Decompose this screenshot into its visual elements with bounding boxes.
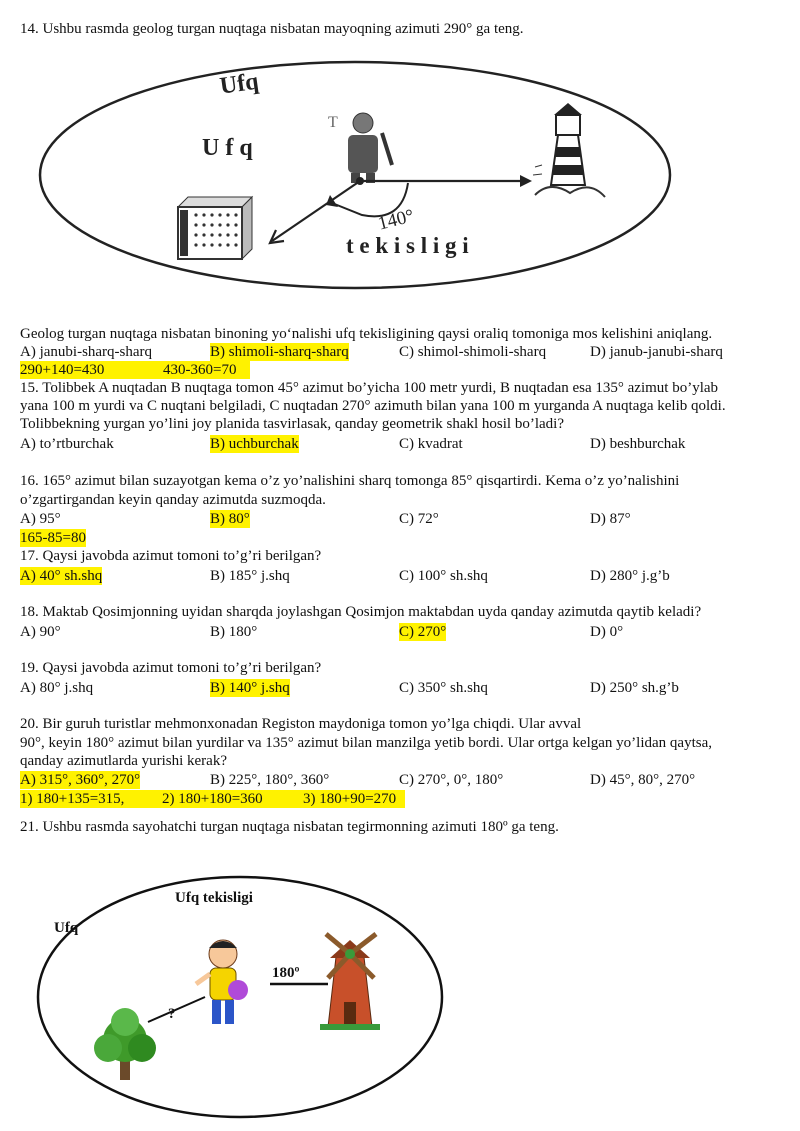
q17-text: 17. Qaysi javobda azimut tomoni to’g’ri berilgan? <box>20 548 322 564</box>
q20-work-1: 1) 180+135=315, <box>20 791 125 807</box>
q16-option-a[interactable]: A) 95° <box>20 511 61 527</box>
tekisligi-label: t e k i s l i g i <box>346 233 469 258</box>
q20-work-3: 3) 180+90=270 <box>303 791 397 807</box>
q16-line-2: o’zgartirgandan keyin qanday azimutda suzmoqda. <box>20 492 326 508</box>
q20-option-a[interactable]: A) 315°, 360°, 270° <box>20 772 141 788</box>
q19-text: 19. Qaysi javobda azimut tomoni to’g’ri berilgan? <box>20 660 322 676</box>
ufq-label-2: Ufq <box>54 920 79 936</box>
q17-option-b[interactable]: B) 185° j.shq <box>210 568 290 584</box>
q17-option-d[interactable]: D) 280° j.g’b <box>590 568 670 584</box>
tree-icon <box>94 1008 156 1080</box>
q20-option-b[interactable]: B) 225°, 180°, 360° <box>210 772 330 788</box>
q17-option-c[interactable]: C) 100° sh.shq <box>399 568 488 584</box>
q14-work-1: 290+140=430 <box>20 361 250 379</box>
q15-option-c[interactable]: C) kvadrat <box>399 436 463 452</box>
q16-option-c[interactable]: C) 72° <box>399 511 439 527</box>
traveler-icon <box>196 940 248 1024</box>
q18-option-b[interactable]: B) 180° <box>210 624 258 640</box>
ufq-top-label: Ufq <box>218 68 261 100</box>
q20-work <box>20 790 405 808</box>
q14-question: Geolog turgan nuqtaga nisbatan binoning yo‘nalishi ufq tekisligining qaysi oraliq tomoniga mos kelishini aniqlang. <box>20 326 713 342</box>
q20-line-1: 20. Bir guruh turistlar mehmonxonadan Registon maydoniga tomon yo’lga chiqdi. Ular avval <box>20 716 582 732</box>
q19-option-d[interactable]: D) 250° sh.g’b <box>590 680 679 696</box>
q21-text: 21. Ushbu rasmda sayohatchi turgan nuqtaga nisbatan tegirmonning azimuti 180º ga teng. <box>20 819 559 835</box>
q21-figure <box>30 862 450 1122</box>
q20-line-3: qanday azimutlarda yurishi kerak? <box>20 753 227 769</box>
q20-option-d[interactable]: D) 45°, 80°, 270° <box>590 772 696 788</box>
q15-option-d[interactable]: D) beshburchak <box>590 436 686 452</box>
ufq-label: U f q <box>202 135 253 161</box>
q14-work-2: 430-360=70 <box>163 362 237 378</box>
angle-label: 140° <box>375 205 417 235</box>
arrow-to-building <box>272 181 360 241</box>
angle-180-label: 180º <box>272 965 300 981</box>
q14-option-d[interactable]: D) janub-janubi-sharq <box>590 344 723 360</box>
q16-work: 165-85=80 <box>20 530 86 546</box>
q14-option-a[interactable]: A) janubi-sharq-sharq <box>20 344 153 360</box>
q19-option-c[interactable]: C) 350° sh.shq <box>399 680 488 696</box>
q16-option-d[interactable]: D) 87° <box>590 511 631 527</box>
q16-line-1: 16. 165° azimut bilan suzayotgan kema o’z yo’nalishini sharq tomonga 85° qisqartirdi. Kema o’z yo’nalishini <box>20 473 680 489</box>
q20-work-2: 2) 180+180=360 <box>162 791 263 807</box>
q18-option-d[interactable]: D) 0° <box>590 624 624 640</box>
lighthouse-icon <box>533 103 605 197</box>
q20-line-2: 90°, keyin 180° azimut bilan yurdilar va 135° azimut bilan manzilga yetib bordi. Ular ortga kelgan yo’lidan qaytsa, <box>20 735 712 751</box>
q14-figure <box>30 55 680 305</box>
q14-text: 14. Ushbu rasmda geolog turgan nuqtaga nisbatan mayoqning azimuti 290° ga teng. <box>20 21 524 37</box>
q18-option-c[interactable]: C) 270° <box>399 624 447 640</box>
q20-option-c[interactable]: C) 270°, 0°, 180° <box>399 772 504 788</box>
question-mark: ? <box>168 1006 176 1022</box>
q18-text: 18. Maktab Qosimjonning uyidan sharqda joylashgan Qosimjon maktabdan uyda qanday azimutda qaytib keladi? <box>20 604 702 620</box>
windmill-icon <box>320 934 380 1030</box>
q19-option-a[interactable]: A) 80° j.shq <box>20 680 94 696</box>
q16-option-b[interactable]: B) 80° <box>210 511 250 527</box>
q14-option-b[interactable]: B) shimoli-sharq-sharq <box>210 344 349 360</box>
q15-option-b[interactable]: B) uchburchak <box>210 436 299 452</box>
q14-option-c[interactable]: C) shimol-shimoli-sharq <box>399 344 547 360</box>
q15-option-a[interactable]: A) to’rtburchak <box>20 436 114 452</box>
svg-text:T: T <box>328 114 338 131</box>
geologist-icon <box>328 113 392 183</box>
building-icon <box>178 197 252 259</box>
ufq-tekisligi-title: Ufq tekisligi <box>175 890 253 906</box>
q15-line-2: yana 100 m yurdi va C nuqtani belgiladi, C nuqtadan 270° azimuth bilan yana 100 m yurganda A nuqtaga kelib qoldi. <box>20 398 726 414</box>
q18-option-a[interactable]: A) 90° <box>20 624 61 640</box>
q15-line-3: Tolibbekning yurgan yo’lini joy planida tasvirlasak, qanday geometrik shakl hosil bo’ladi? <box>20 416 564 432</box>
q15-line-1: 15. Tolibbek A nuqtadan B nuqtaga tomon 45° azimut bo’yicha 100 metr yurdi, B nuqtadan esa 135° azimut bo’ylab <box>20 380 719 396</box>
q19-option-b[interactable]: B) 140° j.shq <box>210 680 290 696</box>
q17-option-a[interactable]: A) 40° sh.shq <box>20 568 103 584</box>
